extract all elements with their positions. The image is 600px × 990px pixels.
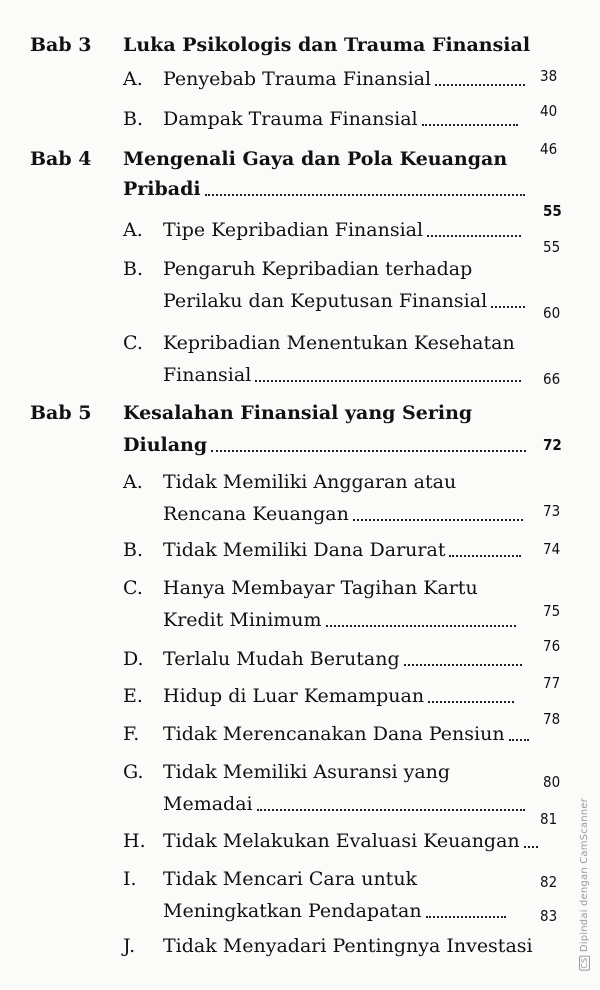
toc-entry — [163, 761, 450, 783]
chapter-title-text: Mengenali Gaya dan Pola Keuangan — [123, 148, 508, 170]
dot-leader — [326, 625, 516, 627]
toc-entry — [163, 219, 521, 241]
toc-entry — [163, 471, 456, 493]
chapter-title-text: Diulang — [123, 434, 208, 456]
toc-entry — [163, 935, 533, 957]
dot-leader — [491, 306, 525, 308]
scanner-watermark — [579, 798, 590, 974]
entry-page-number: 78 — [543, 710, 561, 728]
toc-entry — [163, 685, 514, 707]
entry-page-number: 60 — [543, 304, 561, 322]
entry-page-number: 77 — [543, 674, 561, 692]
chapter-title-text: Pribadi — [123, 178, 201, 200]
item-letter: E. — [123, 685, 143, 707]
entry-text: Hanya Membayar Tagihan Kartu — [163, 577, 478, 599]
entry-text: Dampak Trauma Finansial — [163, 108, 418, 130]
entry-text: Finansial — [163, 364, 252, 386]
dot-leader — [449, 555, 521, 557]
toc-entry — [163, 830, 538, 852]
chapter-page-number: 38 — [540, 67, 558, 85]
entry-text: Memadai — [163, 793, 253, 815]
entry-text: Tidak Memiliki Dana Darurat — [163, 539, 446, 561]
toc-entry — [163, 258, 472, 280]
watermark-text: Dipindai dengan CamScanner — [579, 798, 590, 953]
toc-entry — [163, 332, 515, 354]
item-letter: H. — [123, 830, 146, 852]
entry-text: Tidak Memiliki Anggaran atau — [163, 471, 457, 493]
entry-text: Kredit Minimum — [163, 609, 322, 631]
toc-entry-continued — [163, 290, 525, 312]
entry-text: Meningkatkan Pendapatan — [163, 900, 422, 922]
entry-text: Hidup di Luar Kemampuan — [163, 685, 425, 707]
chapter-title-continued — [123, 434, 526, 456]
entry-page-number: 55 — [543, 238, 561, 256]
entry-text: Tidak Memiliki Asuransi yang — [163, 761, 451, 783]
chapter-title-text: Luka Psikologis dan Trauma Finansial — [123, 34, 531, 56]
entry-page-number: 66 — [543, 370, 561, 388]
entry-text: Tidak Menyadari Pentingnya Investasi — [163, 935, 533, 957]
chapter-page-number: 55 — [543, 202, 562, 220]
entry-page-number: 81 — [540, 810, 558, 828]
toc-entry — [163, 577, 478, 599]
entry-text: Kepribadian Menentukan Kesehatan — [163, 332, 515, 354]
toc-entry-continued — [163, 503, 523, 525]
item-letter: J. — [123, 935, 136, 957]
toc-entry-continued — [163, 364, 521, 386]
chapter-page-number: 72 — [543, 436, 562, 454]
entry-page-number: 83 — [540, 907, 558, 925]
dot-leader — [255, 380, 521, 382]
item-letter: C. — [123, 332, 143, 354]
toc-entry — [163, 868, 417, 890]
chapter-label: Bab 4 — [30, 148, 92, 170]
chapter-title — [123, 34, 530, 56]
entry-text: Tidak Mencari Cara untuk — [163, 868, 418, 890]
toc-entry-continued — [163, 793, 525, 815]
dot-leader — [509, 739, 529, 741]
dot-leader — [404, 664, 522, 666]
entry-text: Tipe Kepribadian Finansial — [163, 219, 424, 241]
chapter-title — [123, 148, 507, 170]
item-letter: A. — [123, 471, 143, 493]
dot-leader — [428, 701, 514, 703]
entry-text: Terlalu Mudah Berutang — [163, 648, 400, 670]
toc-entry — [163, 723, 529, 745]
chapter-title-continued — [123, 178, 525, 200]
item-letter: C. — [123, 577, 143, 599]
dot-leader — [257, 809, 525, 811]
entry-text: Rencana Keuangan — [163, 503, 349, 525]
entry-page-number: 73 — [543, 502, 561, 520]
entry-page-number: 76 — [543, 637, 561, 655]
dot-leader — [524, 846, 538, 848]
item-letter: F. — [123, 723, 140, 745]
item-letter: B. — [123, 108, 144, 130]
dot-leader — [205, 194, 525, 196]
dot-leader — [426, 916, 506, 918]
chapter-label: Bab 3 — [30, 34, 92, 56]
item-letter: A. — [123, 68, 143, 90]
chapter-title — [123, 402, 472, 424]
entry-page-number: 82 — [540, 873, 558, 891]
camscanner-logo-icon: CS — [580, 957, 589, 969]
dot-leader — [427, 235, 521, 237]
toc-entry — [163, 68, 525, 90]
entry-text: Tidak Melakukan Evaluasi Keuangan — [163, 830, 520, 852]
item-letter: G. — [123, 761, 144, 783]
item-letter: B. — [123, 539, 144, 561]
item-letter: B. — [123, 258, 144, 280]
toc-entry — [163, 108, 518, 130]
chapter-label: Bab 5 — [30, 402, 92, 424]
dot-leader — [435, 84, 525, 86]
toc-entry — [163, 539, 521, 561]
entry-text: Penyebab Trauma Finansial — [163, 68, 432, 90]
chapter-title-text: Kesalahan Finansial yang Sering — [123, 402, 473, 424]
entry-text: Tidak Merencanakan Dana Pensiun — [163, 723, 505, 745]
entry-page-number: 74 — [543, 540, 561, 558]
item-letter: A. — [123, 219, 143, 241]
toc-entry — [163, 648, 522, 670]
entry-text: Pengaruh Kepribadian terhadap — [163, 258, 473, 280]
entry-text: Perilaku dan Keputusan Finansial — [163, 290, 488, 312]
dot-leader — [211, 450, 526, 452]
item-letter: I. — [123, 868, 137, 890]
item-letter: D. — [123, 648, 144, 670]
dot-leader — [422, 124, 518, 126]
entry-page-number: 75 — [543, 602, 561, 620]
toc-entry-continued — [163, 900, 506, 922]
dot-leader — [353, 519, 523, 521]
entry-page-number: 46 — [540, 140, 558, 158]
entry-page-number: 40 — [540, 102, 558, 120]
toc-entry-continued — [163, 609, 516, 631]
entry-page-number: 80 — [543, 773, 561, 791]
